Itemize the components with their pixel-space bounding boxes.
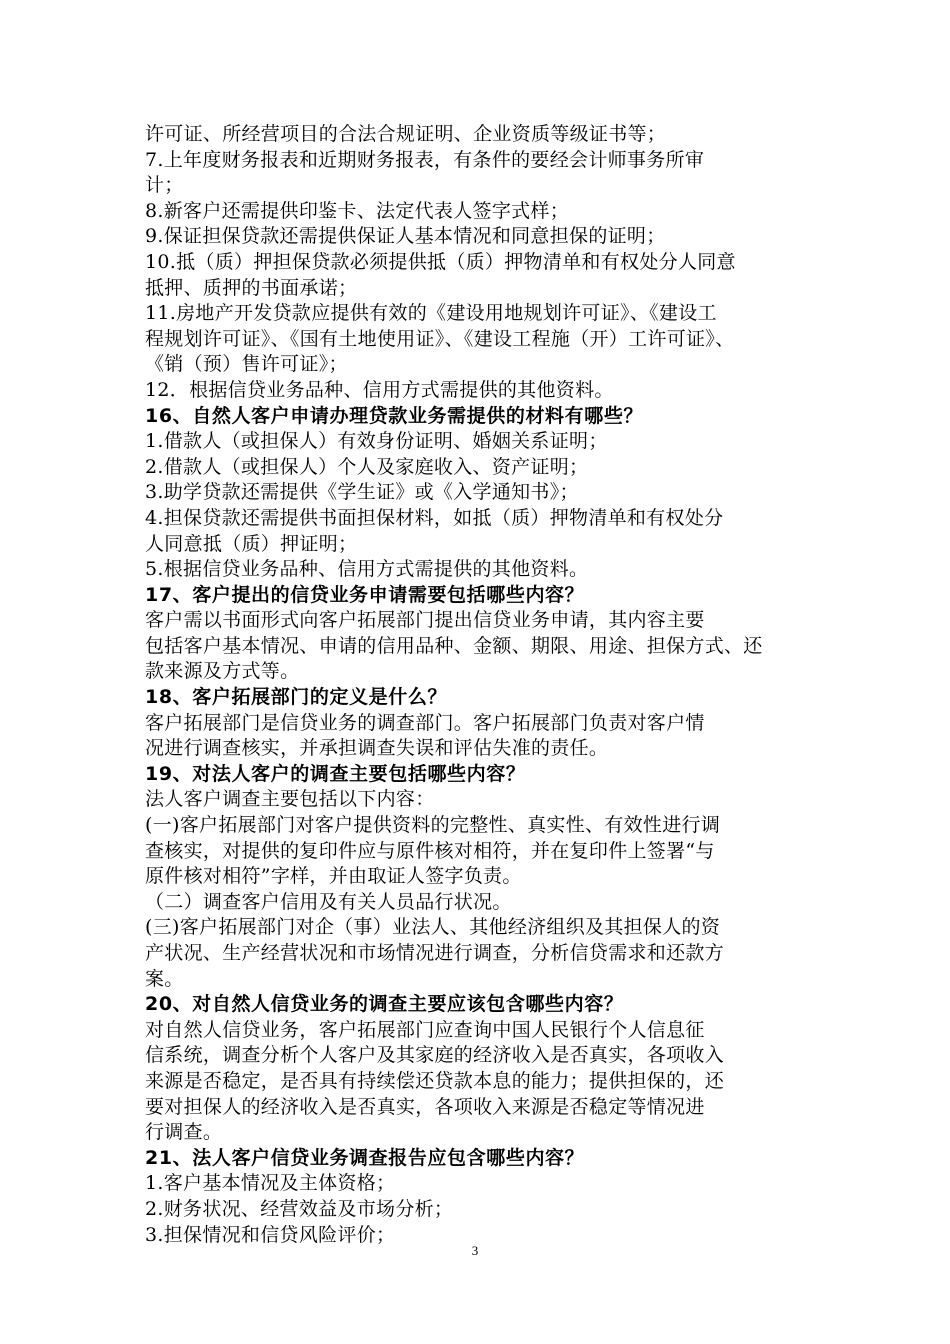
text-line: (三)客户拓展部门对企（事）业法人、其他经济组织及其担保人的资 [145,916,721,939]
text-line: 程规划许可证》、《国有土地使用证》、《建设工程施（开）工许可证》、 [145,327,735,350]
text-line: 1.借款人（或担保人）有效身份证明、婚姻关系证明； [145,430,608,453]
text-line: 况进行调查核实，并承担调查失误和评估失准的责任。 [145,737,609,760]
section-heading: 21、法人客户信贷业务调查报告应包含哪些内容？ [145,1146,585,1169]
text-line: 12．根据信贷业务品种、信用方式需提供的其他资料。 [145,378,614,401]
section-heading: 16、自然人客户申请办理贷款业务需提供的材料有哪些？ [145,404,644,427]
text-line: 8.新客户还需提供印鉴卡、法定代表人签字式样； [145,199,570,222]
section-heading: 19、对法人客户的调查主要包括哪些内容？ [145,762,526,785]
text-line: 9.保证担保贷款还需提供保证人基本情况和同意担保的证明； [145,225,666,248]
text-line: 5.根据信贷业务品种、信用方式需提供的其他资料。 [145,558,589,581]
text-line: 10.抵（质）押担保贷款必须提供抵（质）押物清单和有权处分人同意 [145,250,736,273]
text-line: 款来源及方式等。 [145,660,300,683]
text-line: 许可证、所经营项目的合法合规证明、企业资质等级证书等； [145,123,667,145]
section-heading: 20、对自然人信贷业务的调查主要应该包含哪些内容？ [145,993,624,1016]
text-line: 3.担保情况和信贷风险评价； [145,1223,396,1246]
document-body [145,122,815,1248]
text-line: 4.担保贷款还需提供书面担保材料，如抵（质）押物清单和有权处分 [145,506,724,529]
text-line: (一)客户拓展部门对客户提供资料的完整性、真实性、有效性进行调 [145,814,721,837]
text-line: 查核实，对提供的复印件应与原件核对相符，并在复印件上签署“与 [145,839,715,862]
text-line: 包括客户基本情况、申请的信用品种、金额、期限、用途、担保方式、还 [145,634,763,657]
text-line: 人同意抵（质）押证明； [145,532,358,555]
page-number: 3 [471,1243,479,1258]
text-line: 要对担保人的经济收入是否真实，各项收入来源是否稳定等情况进 [145,1095,705,1118]
section-heading: 18、客户拓展部门的定义是什么？ [145,686,448,709]
text-line: （二）调查客户信用及有关人员品行状况。 [145,890,512,913]
text-line: 原件核对相符”字样，并由取证人签字负责。 [145,865,522,888]
text-line: 2.财务状况、经营效益及市场分析； [145,1197,454,1220]
text-line: 客户需以书面形式向客户拓展部门提出信贷业务申请，其内容主要 [145,609,705,632]
text-line: 行调查。 [145,1121,223,1144]
text-line: 案。 [145,967,184,990]
text-line: 计； [145,174,184,197]
text-line: 产状况、生产经营状况和市场情况进行调查，分析信贷需求和还款方 [145,942,725,964]
text-line: 11.房地产开发贷款应提供有效的《建设用地规划许可证》、《建设工 [145,302,717,325]
text-line: 《销（预）售许可证》； [145,353,348,376]
section-heading: 17、客户提出的信贷业务申请需要包括哪些内容？ [145,583,585,606]
text-line: 抵押、质押的书面承诺； [145,276,358,299]
text-line: 客户拓展部门是信贷业务的调查部门。客户拓展部门负责对客户情 [145,711,705,734]
text-line: 2.借款人（或担保人）个人及家庭收入、资产证明； [145,455,589,478]
text-line: 1.客户基本情况及主体资格； [145,1172,396,1195]
text-line: 对自然人信贷业务，客户拓展部门应查询中国人民银行个人信息征 [145,1018,705,1041]
text-line: 法人客户调查主要包括以下内容： [145,788,435,811]
text-line: 7.上年度财务报表和近期财务报表，有条件的要经会计师事务所审 [145,148,705,171]
text-line: 来源是否稳定，是否具有持续偿还贷款本息的能力；提供担保的，还 [145,1069,725,1092]
text-line: 3.助学贷款还需提供《学生证》或《入学通知书》； [145,481,579,504]
text-line: 信系统，调查分析个人客户及其家庭的经济收入是否真实，各项收入 [145,1044,725,1067]
